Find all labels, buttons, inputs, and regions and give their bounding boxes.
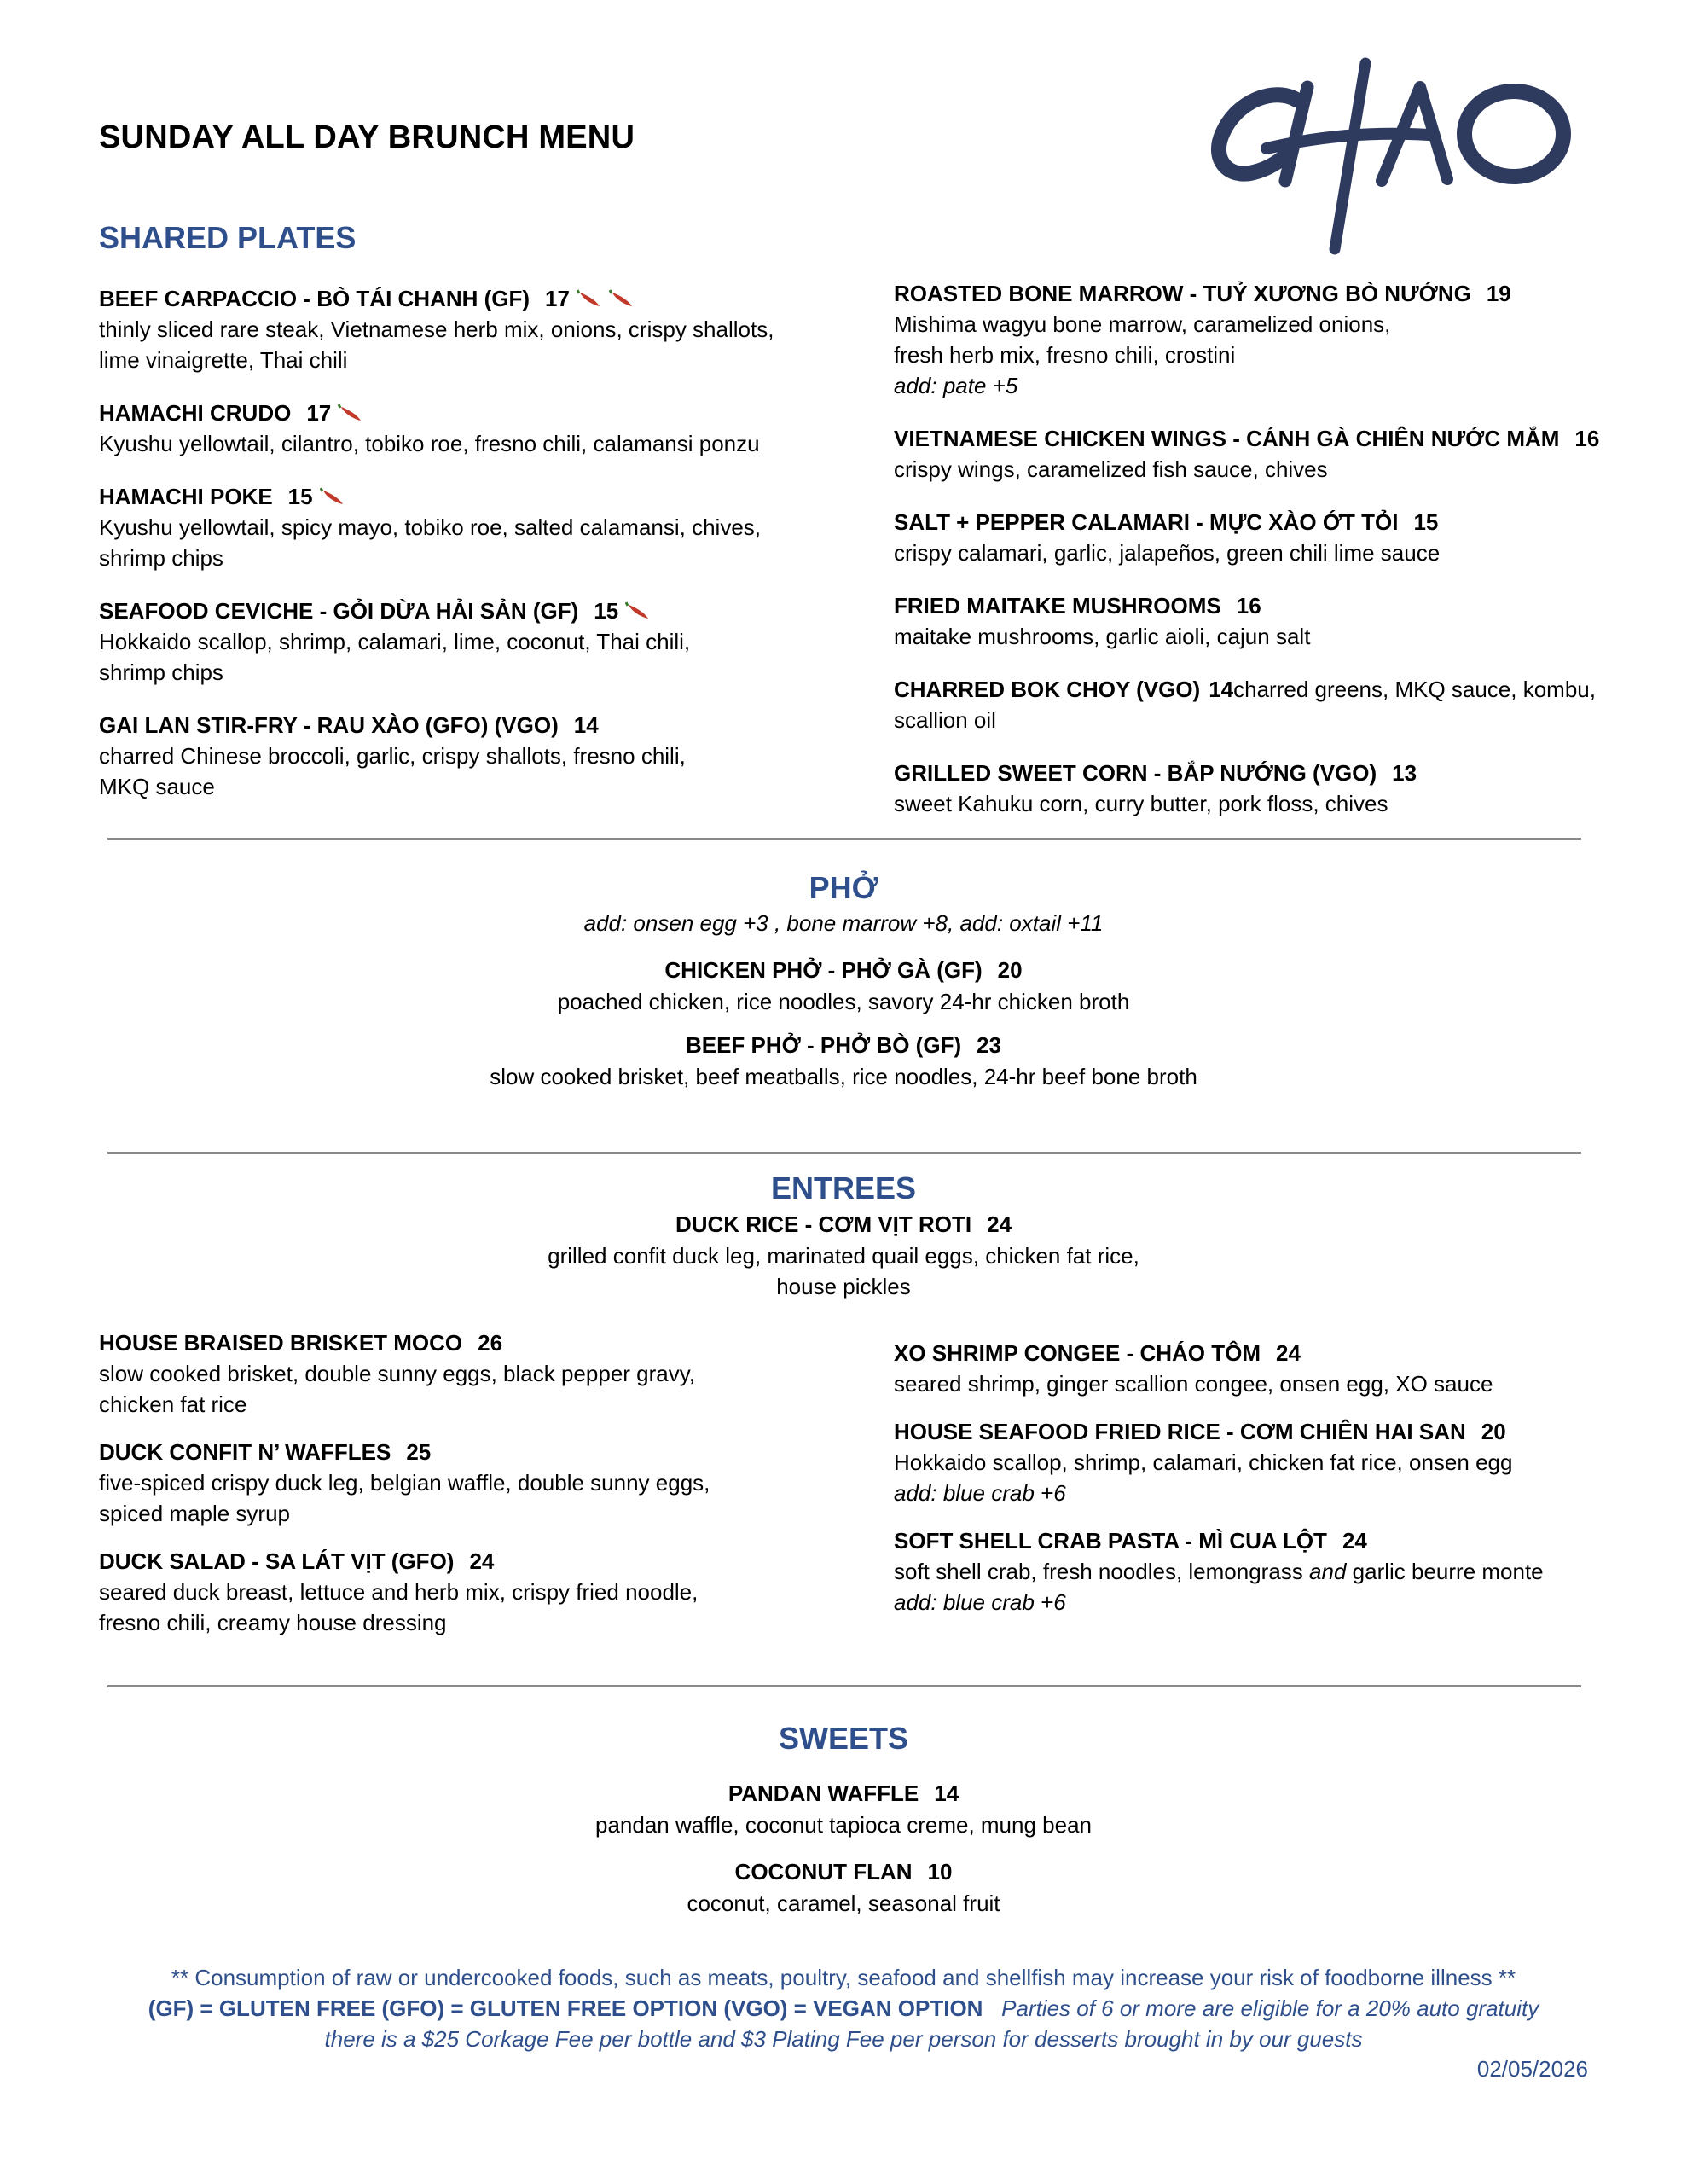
item-description: chicken fat rice <box>99 1391 247 1417</box>
item-name: XO SHRIMP CONGEE - CHÁO TÔM <box>894 1340 1261 1366</box>
item-price: 24 <box>469 1548 495 1574</box>
item-description: five-spiced crispy duck leg, belgian waffle, double sunny eggs, <box>99 1470 710 1496</box>
item-addon: add: blue crab +6 <box>894 1589 1066 1615</box>
section-divider <box>107 1685 1581 1687</box>
section-divider <box>107 838 1581 840</box>
item-price: 20 <box>1481 1419 1506 1444</box>
menu-item <box>894 590 1602 652</box>
menu-date: 02/05/2026 <box>1476 2056 1588 2082</box>
section-divider <box>107 1152 1581 1154</box>
item-name: DUCK CONFIT N’ WAFFLES <box>99 1439 391 1465</box>
sweets-section <box>0 1719 1687 1931</box>
item-name: ROASTED BONE MARROW - TUỶ XƯƠNG BÒ NƯỚNG <box>894 281 1471 306</box>
menu-item <box>99 595 832 688</box>
item-description: Kyushu yellowtail, cilantro, tobiko roe, fresno chili, calamansi ponzu <box>99 431 760 456</box>
item-price: 24 <box>1342 1528 1367 1554</box>
item-name: SEAFOOD CEVICHE - GỎI DỪA HẢI SẢN (GF) <box>99 598 579 624</box>
item-description: Hokkaido scallop, shrimp, calamari, lime, coconut, Thai chili, <box>99 629 691 654</box>
dietary-legend: (GF) = GLUTEN FREE (GFO) = GLUTEN FREE OPTION (VGO) = VEGAN OPTION <box>148 1995 983 2021</box>
food-safety-warning: ** Consumption of raw or undercooked foods, such as meats, poultry, seafood and shellfish may increase your risk of foodborne illness ** <box>171 1965 1516 1990</box>
menu-item <box>0 1856 1687 1919</box>
item-description: crispy calamari, garlic, jalapeños, green chili lime sauce <box>894 540 1441 566</box>
item-description: poached chicken, rice noodles, savory 24-hr chicken broth <box>557 989 1130 1014</box>
item-description: slow cooked brisket, double sunny eggs, black pepper gravy, <box>99 1361 696 1386</box>
entrees-right-column <box>894 1338 1602 1635</box>
item-price: 23 <box>977 1032 1002 1058</box>
item-name: DUCK SALAD - SA LÁT VỊT (GFO) <box>99 1548 455 1574</box>
pho-section <box>0 868 1687 1104</box>
shared-plates-heading: SHARED PLATES <box>99 220 357 255</box>
item-description: seared shrimp, ginger scallion congee, onsen egg, XO sauce <box>894 1371 1493 1397</box>
fees-note: there is a $25 Corkage Fee per bottle and $3 Plating Fee per person for desserts brought in by our guests <box>324 2026 1363 2052</box>
item-description: fresh herb mix, fresno chili, crostini <box>894 342 1236 368</box>
item-name: SALT + PEPPER CALAMARI - MỰC XÀO ỚT TỎI <box>894 509 1399 535</box>
item-price: 26 <box>478 1330 503 1356</box>
item-description: charred Chinese broccoli, garlic, crispy shallots, fresno chili, <box>99 743 686 769</box>
item-price: 15 <box>287 484 313 509</box>
item-price: 24 <box>1276 1340 1301 1366</box>
item-description: MKQ sauce <box>99 774 215 799</box>
item-name: COCONUT FLAN <box>734 1859 913 1885</box>
menu-item <box>99 710 832 802</box>
menu-item <box>99 283 832 375</box>
pho-addons-note: add: onsen egg +3 , bone marrow +8, add: oxtail +11 <box>583 910 1104 936</box>
item-price: 15 <box>1413 509 1439 535</box>
item-description: charred greens, MKQ sauce, kombu, <box>1233 677 1596 702</box>
item-name: HOUSE BRAISED BRISKET MOCO <box>99 1330 463 1356</box>
menu-item <box>99 398 832 459</box>
item-description: maitake mushrooms, garlic aioli, cajun salt <box>894 624 1311 649</box>
item-name: CHARRED BOK CHOY (VGO) <box>894 677 1201 702</box>
chili-icon <box>602 286 635 311</box>
menu-item <box>99 1327 832 1420</box>
item-price: 14 <box>573 712 599 738</box>
pho-heading: PHỞ <box>809 870 878 905</box>
chao-logo <box>1207 53 1574 266</box>
menu-item <box>0 1777 1687 1840</box>
item-name: HAMACHI CRUDO <box>99 400 292 426</box>
item-description: shrimp chips <box>99 545 223 571</box>
item-name: GRILLED SWEET CORN - BẮP NƯỚNG (VGO) <box>894 760 1377 786</box>
menu-item <box>99 1546 832 1638</box>
chili-icon <box>331 400 363 426</box>
menu-item <box>894 507 1602 568</box>
menu-item <box>894 278 1602 401</box>
item-price: 13 <box>1392 760 1417 786</box>
item-description: Kyushu yellowtail, spicy mayo, tobiko roe, salted calamansi, chives, <box>99 514 762 540</box>
item-description: lime vinaigrette, Thai chili <box>99 347 348 373</box>
menu-item <box>894 1338 1602 1399</box>
shared-plates-right-column <box>894 278 1602 841</box>
item-description: sweet Kahuku corn, curry butter, pork floss, chives <box>894 791 1388 816</box>
item-name: FRIED MAITAKE MUSHROOMS <box>894 593 1221 619</box>
menu-item <box>894 423 1602 485</box>
menu-item <box>894 1416 1602 1508</box>
menu-item <box>99 481 832 573</box>
shared-plates-left-column <box>99 283 832 824</box>
item-description: shrimp chips <box>99 659 223 685</box>
item-description: scallion oil <box>894 707 996 733</box>
entrees-feature <box>0 1169 1687 1302</box>
item-description: crispy wings, caramelized fish sauce, chives <box>894 456 1328 482</box>
item-name: CHICKEN PHỞ - PHỞ GÀ (GF) <box>664 957 983 983</box>
item-price: 16 <box>1574 426 1600 451</box>
item-description: soft shell crab, fresh noodles, lemongrass and garlic beurre monte <box>894 1559 1544 1584</box>
item-price: 14 <box>1209 677 1234 702</box>
item-description: coconut, caramel, seasonal fruit <box>687 1891 1000 1916</box>
menu-item <box>99 1437 832 1529</box>
item-price: 14 <box>934 1780 959 1806</box>
item-name: DUCK RICE - CƠM VỊT ROTI <box>675 1211 972 1237</box>
chili-icon <box>618 598 651 624</box>
menu-item <box>894 1525 1602 1618</box>
item-name: BEEF PHỞ - PHỞ BÒ (GF) <box>685 1032 962 1058</box>
item-price: 17 <box>545 286 570 311</box>
chili-icon <box>570 286 602 311</box>
item-description: Hokkaido scallop, shrimp, calamari, chicken fat rice, onsen egg <box>894 1449 1513 1475</box>
item-description: slow cooked brisket, beef meatballs, rice noodles, 24-hr beef bone broth <box>490 1064 1197 1089</box>
menu-item <box>0 1029 1687 1092</box>
item-price: 17 <box>306 400 332 426</box>
item-description: fresno chili, creamy house dressing <box>99 1610 447 1635</box>
item-description: grilled confit duck leg, marinated quail eggs, chicken fat rice, <box>548 1243 1139 1269</box>
entrees-left-column <box>99 1327 832 1655</box>
item-description: spiced maple syrup <box>99 1501 290 1526</box>
item-name: SOFT SHELL CRAB PASTA - MÌ CUA LỘT <box>894 1528 1327 1554</box>
menu-item <box>0 954 1687 1017</box>
item-addon: add: blue crab +6 <box>894 1480 1066 1506</box>
item-description: Mishima wagyu bone marrow, caramelized onions, <box>894 311 1391 337</box>
item-price: 16 <box>1236 593 1261 619</box>
menu-item <box>894 758 1602 819</box>
footer-notes <box>0 1962 1687 2054</box>
gratuity-note: Parties of 6 or more are eligible for a 20% auto gratuity <box>1001 1995 1539 2021</box>
item-price: 20 <box>997 957 1023 983</box>
item-description: thinly sliced rare steak, Vietnamese herb mix, onions, crispy shallots, <box>99 317 774 342</box>
item-price: 25 <box>406 1439 432 1465</box>
menu-item <box>894 674 1602 735</box>
dietary-legend-line <box>0 1993 1687 2024</box>
chili-icon <box>313 484 345 509</box>
item-name: HAMACHI POKE <box>99 484 273 509</box>
entrees-heading: ENTREES <box>770 1170 917 1205</box>
item-price: 10 <box>927 1859 953 1885</box>
item-description: house pickles <box>776 1274 911 1299</box>
item-name: VIETNAMESE CHICKEN WINGS - CÁNH GÀ CHIÊN NƯỚC MẮM <box>894 426 1560 451</box>
item-price: 24 <box>987 1211 1012 1237</box>
sweets-heading: SWEETS <box>778 1721 908 1756</box>
item-addon: add: pate +5 <box>894 373 1018 398</box>
item-name: BEEF CARPACCIO - BÒ TÁI CHANH (GF) <box>99 286 530 311</box>
item-name: PANDAN WAFFLE <box>728 1780 919 1806</box>
item-price: 19 <box>1486 281 1511 306</box>
item-name: HOUSE SEAFOOD FRIED RICE - CƠM CHIÊN HAI SAN <box>894 1419 1466 1444</box>
item-description: seared duck breast, lettuce and herb mix, crispy fried noodle, <box>99 1579 699 1605</box>
item-name: GAI LAN STIR-FRY - RAU XÀO (GFO) (VGO) <box>99 712 559 738</box>
item-description: pandan waffle, coconut tapioca creme, mung bean <box>594 1812 1093 1838</box>
item-price: 15 <box>594 598 619 624</box>
page-title: SUNDAY ALL DAY BRUNCH MENU <box>99 119 635 155</box>
